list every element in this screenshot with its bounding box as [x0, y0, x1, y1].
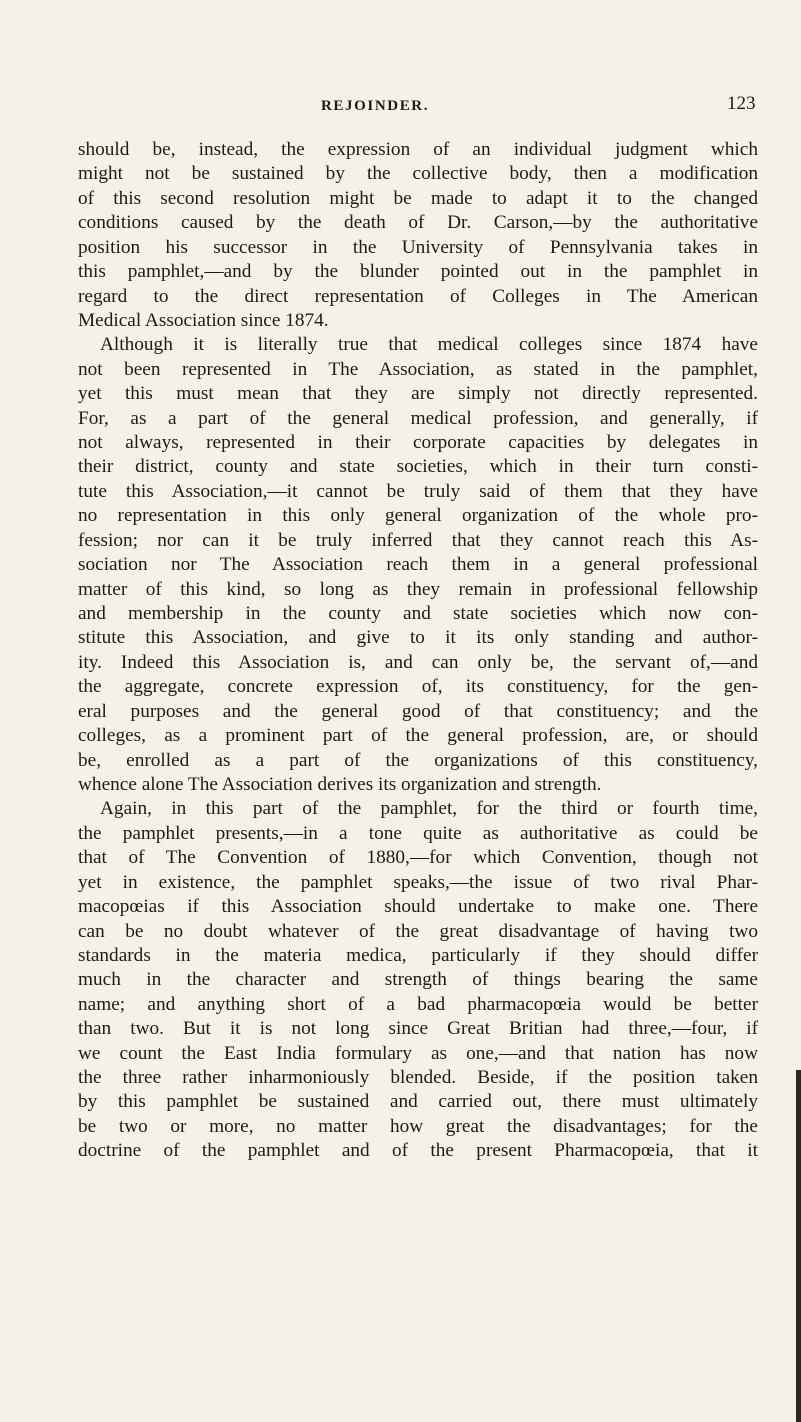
text-line: standards in the materia medica, particularly if they should differ — [78, 944, 758, 966]
text-line: can be no doubt whatever of the great disadvantage of having two — [78, 920, 758, 942]
text-line: of this second resolution might be made to adapt it to the changed — [78, 187, 758, 209]
text-line: we count the East India formulary as one,—and that nation has now — [78, 1042, 758, 1064]
text-line: position his successor in the University of Pennsylvania takes in — [78, 236, 758, 258]
paragraph — [78, 797, 758, 1163]
body-text — [78, 138, 758, 1164]
text-line: should be, instead, the expression of an individual judgment which — [78, 139, 758, 160]
text-line: doctrine of the pamphlet and of the present Pharmacopœia, that it — [78, 1140, 758, 1162]
text-line: by this pamphlet be sustained and carried out, there must ultimately — [78, 1091, 758, 1113]
text-line: stitute this Association, and give to it its only standing and author- — [78, 627, 758, 649]
text-line: not been represented in The Association, as stated in the pamphlet, — [78, 358, 758, 380]
text-line: yet in existence, the pamphlet speaks,—the issue of two rival Phar- — [78, 871, 758, 893]
paragraph — [78, 138, 758, 333]
text-line: ity. Indeed this Association is, and can only be, the servant of,—and — [78, 651, 758, 673]
text-line: the pamphlet presents,—in a tone quite as authoritative as could be — [78, 822, 758, 844]
text-line: than two. But it is not long since Great Britian had three,—four, if — [78, 1018, 758, 1040]
text-line: Again, in this part of the pamphlet, for the third or fourth time, — [100, 798, 758, 820]
text-line: colleges, as a prominent part of the general profession, are, or should — [78, 725, 758, 747]
page-edge-shadow — [796, 1070, 801, 1422]
page-number: 123 — [727, 93, 756, 114]
running-head: REJOINDER. — [321, 98, 430, 114]
text-line: their district, county and state societies, which in their turn consti- — [78, 456, 758, 478]
text-line: the three rather inharmoniously blended. Beside, if the position taken — [78, 1067, 758, 1089]
text-line: much in the character and strength of things bearing the same — [78, 969, 758, 991]
text-line: not always, represented in their corporate capacities by delegates in — [78, 432, 758, 454]
text-line: be, enrolled as a part of the organizations of this constituency, — [78, 749, 758, 771]
text-line: matter of this kind, so long as they remain in professional fellowship — [78, 578, 758, 600]
text-line: Medical Association since 1874. — [78, 309, 329, 331]
text-line: regard to the direct representation of Colleges in The American — [78, 285, 758, 307]
text-line: name; and anything short of a bad pharmacopœia would be better — [78, 993, 758, 1015]
text-line: yet this must mean that they are simply not directly represented. — [78, 383, 758, 405]
text-line: that of The Convention of 1880,—for which Convention, though not — [78, 847, 758, 869]
paragraph — [78, 333, 758, 797]
text-line: tute this Association,—it cannot be truly said of them that they have — [78, 480, 758, 502]
text-line: no representation in this only general organization of the whole pro- — [78, 505, 758, 527]
text-line: conditions caused by the death of Dr. Carson,—by the authoritative — [78, 212, 758, 234]
text-line: For, as a part of the general medical profession, and generally, if — [78, 407, 758, 429]
text-line: this pamphlet,—and by the blunder pointed out in the pamphlet in — [78, 261, 758, 283]
text-line: and membership in the county and state societies which now con- — [78, 603, 758, 625]
text-line: fession; nor can it be truly inferred that they cannot reach this As- — [78, 529, 758, 551]
text-line: the aggregate, concrete expression of, its constituency, for the gen- — [78, 676, 758, 698]
text-line: macopœias if this Association should undertake to make one. There — [78, 896, 758, 918]
text-line: might not be sustained by the collective body, then a modification — [78, 163, 758, 185]
text-line: sociation nor The Association reach them in a general professional — [78, 554, 758, 576]
text-line: whence alone The Association derives its organization and strength. — [78, 773, 602, 795]
text-line: Although it is literally true that medical colleges since 1874 have — [100, 334, 758, 356]
text-line: be two or more, no matter how great the disadvantages; for the — [78, 1115, 758, 1137]
text-line: eral purposes and the general good of that constituency; and the — [78, 700, 758, 722]
